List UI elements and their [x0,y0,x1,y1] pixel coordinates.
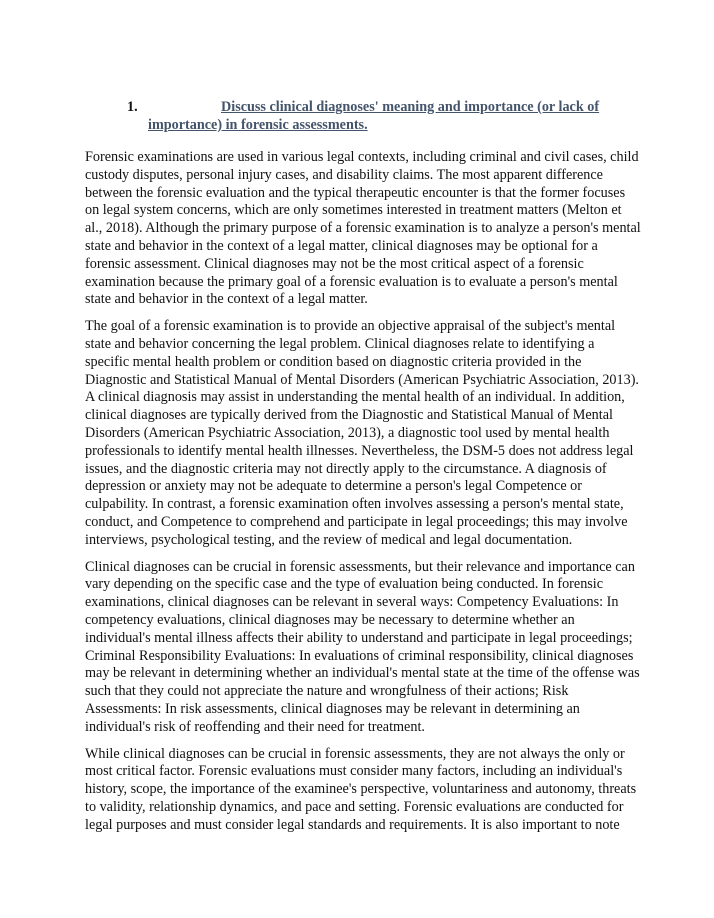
paragraph-2: The goal of a forensic examination is to provide an objective appraisal of the subject's mental state and behavior concerning the legal problem. Clinical diagnoses relate to identifying a specific mental health problem or condition based on diagnostic criteria provided in the Diagnostic and Statistical Manual of Mental Disorders (American Psychiatric Association, 2013). A clinical diagnosis may assist in understanding the mental health of an individual. In addition, clinical diagnoses are typically derived from the Diagnostic and Statistical Manual of Mental Disorders (American Psychiatric Association, 2013), a diagnostic tool used by mental health professionals to identify mental health illnesses. Nevertheless, the DSM-5 does not address legal issues, and the diagnostic criteria may not directly apply to the circumstance. A diagnosis of depression or anxiety may not be adequate to determine a person's legal Competence or culpability. In contrast, a forensic examination often involves assessing a person's mental state, conduct, and Competence to comprehend and participate in legal proceedings; this may involve interviews, psychological testing, and the review of medical and legal documentation. [85,318,639,548]
paragraph-4: While clinical diagnoses can be crucial in forensic assessments, they are not always the only or most critical factor. Forensic evaluations must consider many factors, including an individual's history, scope, the importance of the examinee's perspective, voluntariness and autonomy, threats to validity, relationship dynamics, and pace and setting. Forensic evaluations are conducted for legal purposes and must consider legal standards and requirements. It is also important to note [85,745,637,833]
heading-number: 1. [127,99,138,115]
document-body [85,149,641,843]
section-heading [127,98,627,134]
paragraph-1: Forensic examinations are used in various legal contexts, including criminal and civil cases, child custody disputes, personal injury cases, and disability claims. The most apparent difference between the forensic evaluation and the typical therapeutic encounter is that the former focuses on legal system concerns, which are only sometimes interested in treatment matters (Melton et al., 2018). Although the primary purpose of a forensic examination is to analyze a person's mental state and behavior in the context of a legal matter, clinical diagnoses may be optional for a forensic assessment. Clinical diagnoses may not be the most critical aspect of a forensic examination because the primary goal of a forensic evaluation is to evaluate a person's mental state and behavior in the context of a legal matter. [85,149,641,308]
paragraph-3: Clinical diagnoses can be crucial in forensic assessments, but their relevance and importance can vary depending on the specific case and the type of evaluation being conducted. In forensic examinations, clinical diagnoses can be relevant in several ways: Competency Evaluations: In competency evaluations, clinical diagnoses may be necessary to determine whether an individual's mental illness affects their ability to understand and participate in legal proceedings; Criminal Responsibility Evaluations: In evaluations of criminal responsibility, clinical diagnoses may be relevant in determining whether an individual's mental state at the time of the offense was such that they could not appreciate the nature and wrongfulness of their actions; Risk Assessments: In risk assessments, clinical diagnoses may be relevant in determining an individual's risk of reoffending and their need for treatment. [85,558,640,735]
heading-title: Discuss clinical diagnoses' meaning and importance (or lack of importance) in forensic assessments. [148,99,600,133]
